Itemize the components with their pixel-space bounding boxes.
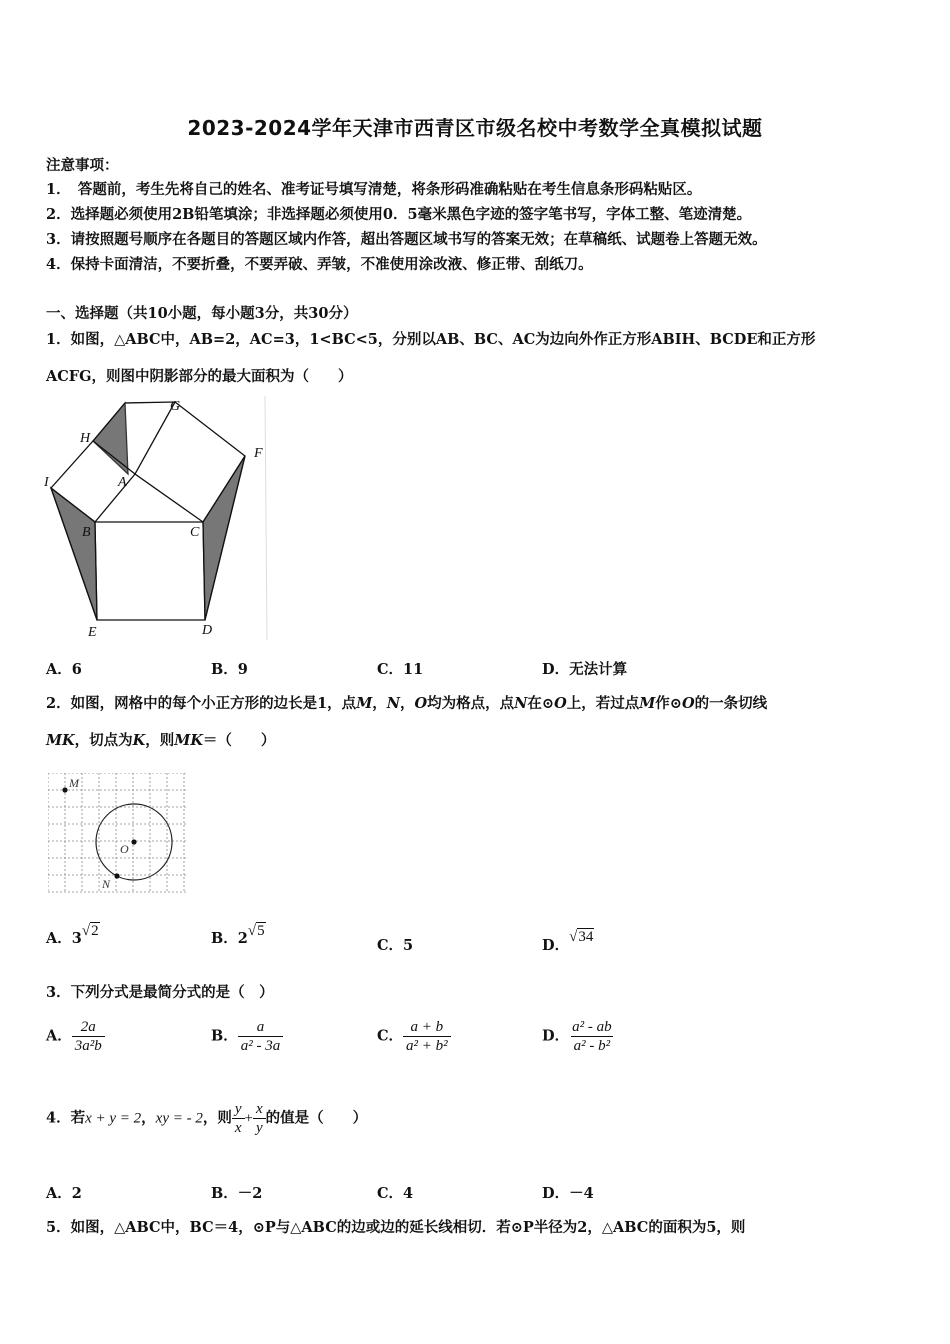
q2-text-a: 2．如图，网格中的每个小正方形的边长是1，点 [46, 695, 357, 712]
q2-comma-2: ， [400, 695, 415, 712]
notice-heading: 注意事项： [46, 157, 119, 174]
q1-option-a[interactable]: A．6 [46, 661, 82, 678]
q1-line-hg [125, 402, 175, 403]
q3-option-c-num: a + b [410, 1019, 444, 1035]
q4-f2-den: y [253, 1118, 266, 1137]
q1-label-e: E [88, 625, 97, 640]
q4-f1-num: y [234, 1101, 242, 1117]
q1-line2: ACFG，则图中阴影部分的最大面积为（ ） [46, 368, 353, 385]
q4-fraction-2 [253, 1100, 266, 1137]
q2-option-c[interactable]: C．5 [377, 937, 414, 954]
q1-option-b[interactable]: B．9 [211, 661, 248, 678]
q1-label-f: F [254, 446, 263, 461]
q2-text-g: ，切点为 [74, 732, 133, 749]
q3-option-c[interactable] [377, 1018, 451, 1055]
q1-figure-edge [265, 396, 267, 640]
q3-option-b[interactable] [211, 1018, 283, 1055]
q4-option-d[interactable]: D．－4 [542, 1185, 594, 1202]
q4-eq1: x + y = 2 [85, 1110, 142, 1127]
q2-option-d-sqrt: √34 [569, 929, 594, 945]
q3-option-d-den: a² - b² [571, 1036, 614, 1055]
page-title: 2023-2024学年天津市西青区市级名校中考数学全真模拟试题 [187, 116, 763, 140]
q4-eq2: xy = - 2 [155, 1110, 203, 1127]
q2-var-n2: N [514, 695, 528, 712]
q4-f1-den: x [232, 1118, 245, 1137]
q3-option-b-label: B． [211, 1027, 238, 1045]
q2-label-o: O [120, 842, 129, 856]
q3-option-c-den: a² + b² [403, 1036, 451, 1055]
q2-option-a-sqrt: √2 [81, 923, 99, 939]
q4-suffix: 的值是（ ） [265, 1109, 368, 1127]
q5-text: 5．如图，△ABC中，BC＝4，⊙P与△ABC的边或边的延长线相切．若⊙P半径为2，△ABC的面积为5，则 [46, 1219, 746, 1236]
q4-text [46, 1100, 367, 1137]
q2-var-k: K [132, 732, 146, 749]
q3-option-b-num: a [256, 1019, 265, 1035]
q2-var-m: M [356, 695, 373, 712]
q3-option-d[interactable] [542, 1018, 615, 1055]
q2-line1 [46, 692, 767, 713]
q2-option-a-label: A．3 [46, 930, 82, 947]
section-heading: 一、选择题（共10小题，每小题3分，共30分） [46, 305, 358, 322]
q1-label-b: B [82, 525, 91, 540]
q2-var-o3: O [681, 695, 695, 712]
q2-figure [48, 773, 188, 895]
q3-option-a-label: A． [46, 1027, 72, 1045]
notice-item-1: 1． 答题前，考生先将自己的姓名、准考证号填写清楚，将条形码准确粘贴在考生信息条形码粘贴区。 [46, 181, 702, 198]
q2-text-e: 作⊙ [655, 695, 682, 712]
q2-var-m2: M [639, 695, 656, 712]
q2-point-m [62, 787, 67, 792]
q2-option-b-label: B．2 [211, 930, 248, 947]
q3-option-c-label: C． [377, 1027, 404, 1045]
q2-option-b[interactable] [211, 923, 266, 948]
q1-option-c[interactable]: C．11 [377, 661, 424, 678]
notice-item-4: 4．保持卡面清洁，不要折叠，不要弄破、弄皱，不准使用涂改液、修正带、刮纸刀。 [46, 256, 593, 273]
q2-var-n: N [386, 695, 401, 712]
q2-text-d: 上，若过点 [566, 695, 640, 712]
q1-label-c: C [190, 525, 200, 540]
q2-option-a-radicand: 2 [91, 923, 99, 939]
q4-f2-num: x [255, 1101, 263, 1117]
q2-point-n [114, 873, 119, 878]
q2-text-h: ，则 [145, 732, 175, 749]
q2-option-d-label: D． [542, 937, 570, 954]
q4-mid: ，则 [202, 1109, 232, 1127]
q3-option-d-fraction [569, 1018, 615, 1055]
q4-option-c[interactable]: C．4 [377, 1185, 414, 1202]
q2-text-i: ＝（ ） [202, 732, 276, 749]
q1-line1: 1．如图，△ABC中，AB=2，AC=3，1<BC<5，分别以AB、BC、AC为边向外作正方形ABIH、BCDE和正方形 [46, 331, 816, 348]
q2-option-a[interactable] [46, 923, 100, 948]
q3-option-a[interactable] [46, 1018, 105, 1055]
q2-option-b-radicand: 5 [257, 923, 265, 939]
q3-option-a-num: 2a [80, 1019, 96, 1035]
q3-text: 3．下列分式是最简分式的是（ ） [46, 984, 274, 1001]
q1-label-d: D [202, 623, 213, 638]
q2-var-o: O [414, 695, 428, 712]
q4-prefix: 4．若 [46, 1109, 86, 1127]
q3-option-b-fraction [238, 1018, 284, 1055]
q1-label-h: H [80, 431, 91, 446]
q4-fraction-1 [232, 1100, 245, 1137]
notice-item-2: 2．选择题必须使用2B铅笔填涂；非选择题必须使用0．5毫米黑色字迹的签字笔书写，字体工整、笔迹清楚。 [46, 206, 752, 223]
q1-shade-top [93, 403, 128, 474]
q2-comma-1: ， [372, 695, 387, 712]
q4-sep: ， [141, 1109, 156, 1127]
q1-option-d[interactable]: D．无法计算 [542, 661, 628, 678]
q2-option-d[interactable] [542, 927, 594, 954]
q4-option-a[interactable]: A．2 [46, 1185, 82, 1202]
q2-label-n: N [102, 877, 111, 891]
q3-option-d-label: D． [542, 1027, 570, 1045]
q2-text-b: 均为格点，点 [427, 695, 515, 712]
q3-option-c-fraction [403, 1018, 451, 1055]
q2-text-f: 的一条切线 [694, 695, 768, 712]
q2-var-mk2: MK [174, 732, 203, 749]
q3-option-a-den: 3a²b [72, 1036, 105, 1055]
q1-label-i: I [44, 475, 49, 490]
q2-point-o [131, 839, 136, 844]
q2-option-d-radicand: 34 [578, 929, 594, 945]
q3-option-d-num: a² - ab [572, 1019, 612, 1035]
q2-line2 [46, 729, 275, 750]
q3-option-a-fraction [72, 1018, 105, 1055]
q2-label-m: M [69, 776, 79, 790]
q1-square-bcde [95, 522, 205, 620]
q4-plus: + [244, 1110, 253, 1127]
notice-item-3: 3．请按照题号顺序在各题目的答题区域内作答，超出答题区域书写的答案无效；在草稿纸、试题卷上答题无效。 [46, 231, 767, 248]
q1-label-a: A [118, 475, 127, 490]
q2-var-o2: O [554, 695, 567, 712]
q2-text-c: 在⊙ [527, 695, 555, 712]
q4-option-b[interactable]: B．－2 [211, 1185, 263, 1202]
q1-figure [44, 392, 274, 642]
q2-option-b-sqrt: √5 [247, 923, 265, 939]
q3-option-b-den: a² - 3a [238, 1036, 284, 1055]
q2-var-mk: MK [46, 732, 75, 749]
q1-label-g: G [170, 399, 181, 414]
